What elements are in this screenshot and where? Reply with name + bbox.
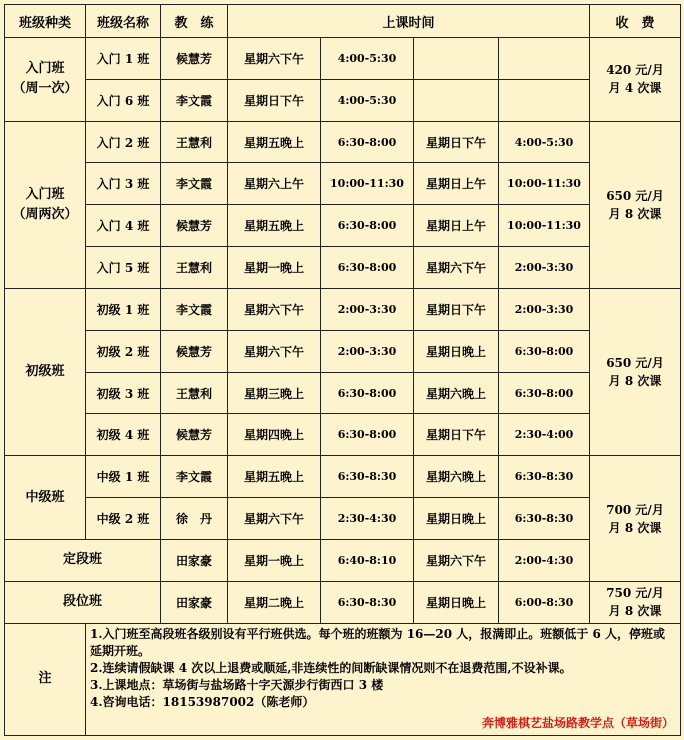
time-1: 2:00-3:30	[321, 288, 414, 330]
category-cell: 入门班 （周两次）	[5, 121, 86, 288]
header-category: 班级种类	[5, 5, 86, 38]
day-2: 星期日晚上	[414, 498, 499, 540]
note-line-4: 4.咨询电话：18153987002（陈老师）	[90, 694, 315, 709]
table-row	[5, 498, 681, 540]
time-2: 6:30-8:30	[499, 456, 590, 498]
coach-name: 李文霞	[161, 79, 228, 121]
day-1: 星期二晚上	[228, 581, 321, 623]
table-row	[5, 38, 681, 80]
time-1: 6:30-8:00	[321, 205, 414, 247]
time-2: 6:30-8:00	[499, 372, 590, 414]
table-row	[5, 581, 681, 623]
coach-name: 王慧利	[161, 121, 228, 163]
coach-name: 李文霞	[161, 163, 228, 205]
time-2	[499, 38, 590, 80]
day-1: 星期一晚上	[228, 539, 321, 581]
class-name: 中级 1 班	[86, 456, 161, 498]
day-1: 星期四晚上	[228, 414, 321, 456]
day-1: 星期一晚上	[228, 247, 321, 289]
table-row	[5, 79, 681, 121]
time-2	[499, 79, 590, 121]
class-name: 初级 1 班	[86, 288, 161, 330]
day-1: 星期三晚上	[228, 372, 321, 414]
time-1: 6:30-8:30	[321, 581, 414, 623]
class-name: 初级 2 班	[86, 330, 161, 372]
day-2: 星期六下午	[414, 539, 499, 581]
fee-cell: 650 元/月 月 8 次课	[590, 288, 681, 455]
class-name: 入门 1 班	[86, 38, 161, 80]
day-1: 星期五晚上	[228, 456, 321, 498]
coach-name: 候慧芳	[161, 330, 228, 372]
table-row	[5, 121, 681, 163]
day-1: 星期日下午	[228, 79, 321, 121]
day-2: 星期日下午	[414, 121, 499, 163]
note-line-1: 1.入门班至高段班各级别设有平行班供选。每个班的班额为 16—20 人，报满即止。班额低于 6 人，停班或延期开班。	[90, 626, 665, 658]
coach-name: 李文霞	[161, 456, 228, 498]
schedule-table	[4, 4, 681, 736]
day-2: 星期六晚上	[414, 456, 499, 498]
time-2: 10:00-11:30	[499, 163, 590, 205]
day-2: 星期日下午	[414, 288, 499, 330]
day-2: 星期日下午	[414, 414, 499, 456]
note-line-2: 2.连续请假缺课 4 次以上退费或顺延,非连续性的间断缺课情况则不在退费范围,不设补课。	[90, 660, 572, 675]
time-1: 6:40-8:10	[321, 539, 414, 581]
class-name: 入门 3 班	[86, 163, 161, 205]
day-1: 星期五晚上	[228, 121, 321, 163]
time-1: 6:30-8:00	[321, 372, 414, 414]
time-2: 4:00-5:30	[499, 121, 590, 163]
day-2: 星期日上午	[414, 205, 499, 247]
fee-cell: 650 元/月 月 8 次课	[590, 121, 681, 288]
day-2: 星期日上午	[414, 163, 499, 205]
fee-cell: 700 元/月 月 8 次课	[590, 456, 681, 581]
class-name: 初级 4 班	[86, 414, 161, 456]
category-cell: 初级班	[5, 288, 86, 455]
time-1: 6:30-8:30	[321, 456, 414, 498]
time-1: 2:30-4:30	[321, 498, 414, 540]
day-2: 星期六下午	[414, 247, 499, 289]
time-2: 2:30-4:00	[499, 414, 590, 456]
header-time: 上课时间	[228, 5, 590, 38]
school-footer: 奔博雅棋艺盐场路教学点（草场街）	[482, 716, 675, 730]
notes-label: 注	[5, 623, 86, 735]
day-1: 星期六下午	[228, 498, 321, 540]
table-row	[5, 372, 681, 414]
class-name: 入门 4 班	[86, 205, 161, 247]
class-name: 初级 3 班	[86, 372, 161, 414]
category-cell: 中级班	[5, 456, 86, 540]
table-row	[5, 288, 681, 330]
time-1: 2:00-3:30	[321, 330, 414, 372]
class-name: 中级 2 班	[86, 498, 161, 540]
day-1: 星期六下午	[228, 38, 321, 80]
time-1: 10:00-11:30	[321, 163, 414, 205]
day-2	[414, 38, 499, 80]
category-cell: 入门班 （周一次）	[5, 38, 86, 122]
day-1: 星期六下午	[228, 288, 321, 330]
table-row	[5, 205, 681, 247]
fee-cell: 420 元/月 月 4 次课	[590, 38, 681, 122]
coach-name: 候慧芳	[161, 414, 228, 456]
fee-cell: 750 元/月 月 8 次课	[590, 581, 681, 623]
day-2: 星期六晚上	[414, 372, 499, 414]
time-2: 10:00-11:30	[499, 205, 590, 247]
note-line-3: 3.上课地点：草场街与盐场路十字天源步行街西口 3 楼	[90, 677, 384, 692]
coach-name: 王慧利	[161, 372, 228, 414]
time-2: 6:30-8:30	[499, 498, 590, 540]
header-coach: 教 练	[161, 5, 228, 38]
header-fee: 收 费	[590, 5, 681, 38]
dingduan-class-name: 定段班	[5, 539, 161, 581]
time-2: 6:00-8:30	[499, 581, 590, 623]
table-row	[5, 247, 681, 289]
day-1: 星期六下午	[228, 330, 321, 372]
table-row	[5, 163, 681, 205]
time-2: 6:30-8:00	[499, 330, 590, 372]
notes-row	[5, 623, 681, 735]
time-1: 4:00-5:30	[321, 79, 414, 121]
coach-name: 候慧芳	[161, 38, 228, 80]
table-row	[5, 330, 681, 372]
class-name: 入门 5 班	[86, 247, 161, 289]
time-1: 6:30-8:00	[321, 121, 414, 163]
notes-content	[86, 623, 681, 735]
time-1: 6:30-8:00	[321, 247, 414, 289]
coach-name: 李文霞	[161, 288, 228, 330]
coach-name: 田家豪	[161, 539, 228, 581]
time-2: 2:00-3:30	[499, 288, 590, 330]
time-2: 2:00-3:30	[499, 247, 590, 289]
day-1: 星期五晚上	[228, 205, 321, 247]
coach-name: 王慧利	[161, 247, 228, 289]
table-row	[5, 456, 681, 498]
coach-name: 田家豪	[161, 581, 228, 623]
header-class-name: 班级名称	[86, 5, 161, 38]
class-name: 入门 6 班	[86, 79, 161, 121]
coach-name: 候慧芳	[161, 205, 228, 247]
day-1: 星期六上午	[228, 163, 321, 205]
time-1: 6:30-8:00	[321, 414, 414, 456]
duanwei-class-name: 段位班	[5, 581, 161, 623]
time-2: 2:00-4:30	[499, 539, 590, 581]
time-1: 4:00-5:30	[321, 38, 414, 80]
class-name: 入门 2 班	[86, 121, 161, 163]
day-2	[414, 79, 499, 121]
day-2: 星期日晚上	[414, 330, 499, 372]
table-row	[5, 539, 681, 581]
coach-name: 徐 丹	[161, 498, 228, 540]
table-row	[5, 414, 681, 456]
day-2: 星期日晚上	[414, 581, 499, 623]
